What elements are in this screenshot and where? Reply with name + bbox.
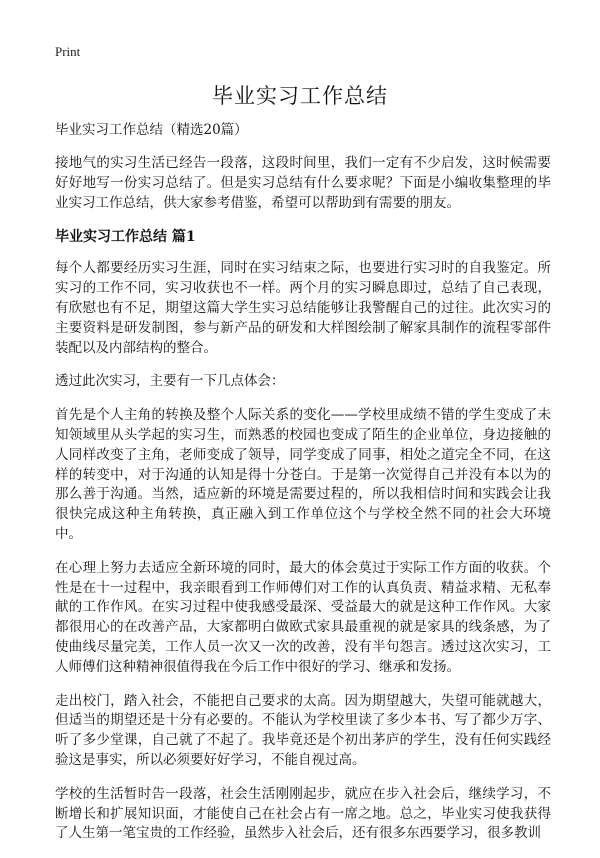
- document-subtitle: 毕业实习工作总结（精选20篇）: [55, 122, 248, 138]
- intro-paragraph: 接地气的实习生活已经告一段落，这段时间里，我们一定有不少启发，这时候需要好好地写一份实习总结了。但是实习总结有什么要求呢？下面是小编收集整理的毕业实习工作总结，供大家参考借鉴，希望可以帮助到有需要的朋友。: [55, 155, 551, 211]
- document-body: [55, 120, 551, 858]
- section-heading: 毕业实习工作总结 篇1: [55, 229, 196, 246]
- body-paragraph: 学校的生活暂时告一段落，社会生活刚刚起步，就应在步入社会后，继续学习，不断增长和扩展知识面，才能使自己在社会占有一席之地。总之，毕业实习使我获得了人生第一笔宝贵的工作经验，虽然步入社会后，还有很多东西要学习，很多教训: [55, 785, 551, 842]
- page-title: 毕业实习工作总结: [212, 84, 388, 108]
- body-paragraph: 每个人都要经历实习生涯，同时在实习结束之际，也要进行实习时的自我鉴定。所实习的工作不同，实习收获也不一样。两个月的实习瞬息即过，总结了自己表现，有欣慰也有不足，期望这篇大学生实习总结能够让我警醒自己的过往。此次实习的主要资料是研发制图，参与新产品的研发和大样图绘制了解家具制作的流程零部件装配以及内部结构的整合。: [55, 260, 551, 356]
- body-paragraph: 走出校门，踏入社会，不能把自己要求的太高。因为期望越大，失望可能就越大，但适当的期望还是十分有必要的。不能认为学校里读了多少本书、写了都少万字、听了多少堂课，自己就了不起了。我毕竟还是个初出茅庐的学生，没有任何实践经验这是事实，所以必须要好好学习，不能自视过高。: [55, 692, 551, 768]
- body-paragraph: 在心理上努力去适应全新环境的同时，最大的体会莫过于实际工作方面的收获。个性是在十一过程中，我亲眼看到工作师傅们对工作的认真负责、精益求精、无私奉献的工作作风。在实习过程中使我感受最深、受益最大的就是这种工作作风。大家都很用心的在改善产品，大家都明白做欧式家具最重视的就是家具的线条感，为了使曲线尽量完美，工作人员一次又一次的改善，没有半句怨言。透过这次实习，工人师傅们这种精神很值得我在今后工作中很好的学习、继承和发扬。: [55, 559, 551, 675]
- body-paragraph: 首先是个人主角的转换及整个人际关系的变化——学校里成绩不错的学生变成了未知领域里从头学起的实习生，而熟悉的校园也变成了陌生的企业单位，身边接触的人同样改变了主角，老师变成了领导，同学变成了同事，相处之道完全不同，在这样的转变中，对于沟通的认知是得十分苍白。于是第一次觉得自己并没有本以为的那么善于沟通。当然，适应新的环境是需要过程的，所以我相信时间和实践会让我很快完成这种主角转换，真正融入到工作单位这个与学校全然不同的社会大环境中。: [55, 407, 551, 542]
- print-link[interactable]: Print: [55, 44, 81, 59]
- body-paragraph: 透过此次实习，主要有一下几点体会：: [55, 373, 285, 390]
